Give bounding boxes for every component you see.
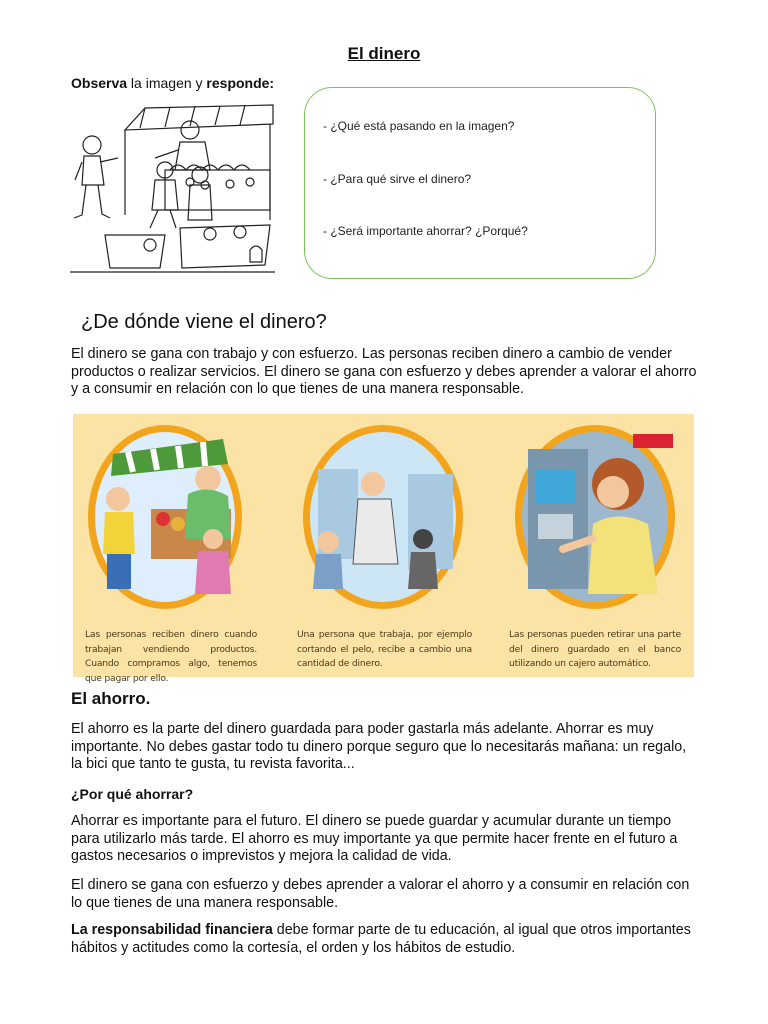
instruction-text	[71, 75, 274, 91]
why-save-paragraph: Ahorrar es importante para el futuro. El dinero se puede guardar y acumular durante un tiempo para utilizarlo más tarde. El ahorro es muy importante ya que permite hacer frente en el futuro a gastos necesarios o imprevistos y mejora la calidad de vida.	[71, 813, 678, 864]
financial-paragraph	[71, 922, 701, 957]
market-sketch-image	[70, 100, 275, 274]
caption-atm: Las personas pueden retirar una parte del dinero guardado en el banco utilizando un cajero automático.	[509, 629, 681, 669]
question-1: - ¿Qué está pasando en la imagen?	[323, 119, 515, 133]
caption-hairdresser: Una persona que trabaja, por ejemplo cortando el pelo, recibe a cambio una cantidad de dinero.	[297, 629, 472, 669]
ahorro-heading: El ahorro.	[71, 689, 151, 708]
section-title: ¿De dónde viene el dinero?	[81, 311, 327, 333]
page-title: El dinero	[347, 44, 421, 63]
hairdresser-scene-circle	[303, 425, 463, 609]
responsible-paragraph: El dinero se gana con esfuerzo y debes aprender a valorar el ahorro y a consumir en relación con lo que tienes de una manera responsable.	[71, 877, 690, 911]
financial-rest: debe formar parte de tu educación, al igual que otros importantes hábitos y actitudes como la cortesía, el orden y los hábitos de estudio.	[71, 922, 691, 956]
intro-paragraph: El dinero se gana con trabajo y con esfuerzo. Las personas reciben dinero a cambio de vender productos o realizar servicios. El dinero se gana con esfuerzo y debes aprender a valorar el ahorro y a consumir en relación con lo que tienes de una manera responsable.	[71, 346, 697, 397]
financial-bold: La responsabilidad financiera	[71, 922, 273, 938]
question-3: - ¿Será importante ahorrar? ¿Porqué?	[323, 224, 528, 238]
illustration-banner	[73, 414, 694, 684]
ahorro-paragraph: El ahorro es la parte del dinero guardada para poder gastarla más adelante. Ahorrar es muy importante. No debes gastar todo tu dinero porque seguro que lo necesitarás mañana: un regalo, la bici que tanto te gusta, tu revista favorita...	[71, 721, 687, 772]
instruction-responde: responde:	[206, 75, 275, 91]
instruction-observa: Observa	[71, 75, 128, 91]
caption-market: Las personas reciben dinero cuando trabajan vendiendo productos. Cuando compramos algo, tenemos que pagar por ello.	[85, 629, 257, 684]
question-2: - ¿Para qué sirve el dinero?	[323, 172, 472, 186]
atm-scene-circle	[515, 425, 675, 609]
questions-box	[304, 87, 656, 279]
instruction-middle: la imagen y	[127, 75, 207, 91]
why-save-heading: ¿Por qué ahorrar?	[71, 786, 194, 802]
market-scene-circle	[88, 425, 242, 609]
